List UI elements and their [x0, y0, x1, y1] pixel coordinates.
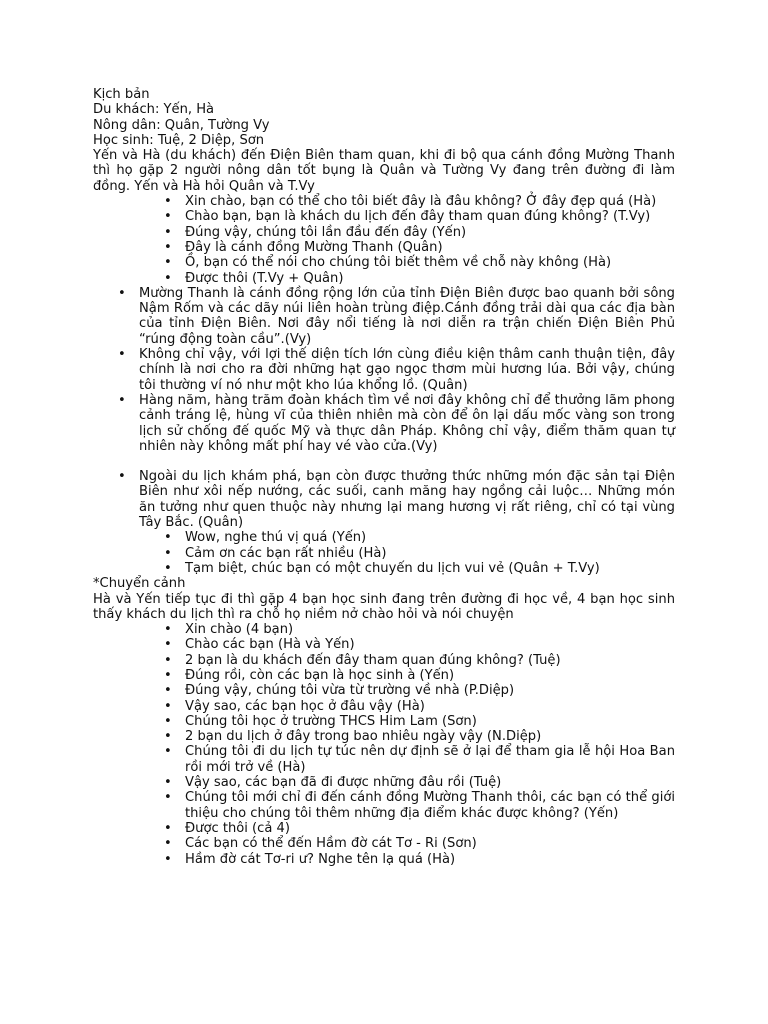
bullet-icon: • — [164, 239, 172, 255]
scene1-facts-list — [93, 286, 675, 454]
bullet-icon: • — [164, 729, 172, 745]
list-item: • Vậy sao, các bạn học ở đâu vậy (Hà) — [164, 698, 425, 714]
bullet-icon: • — [164, 209, 172, 225]
list-item: • Đây là cánh đồng Mường Thanh (Quân) — [164, 239, 443, 255]
intro-paragraph: Yến và Hà (du khách) đến Điện Biên tham quan, khi đi bộ qua cánh đồng Mường Thanh thì họ gặp 2 người nông dân tốt bụng là Quân và Tường Vy đang trên đường đi làm đồng. Yến và Hà hỏi Quân và T.Vy — [93, 148, 675, 194]
bullet-icon: • — [164, 270, 172, 286]
list-item: • Xin chào (4 bạn) — [164, 622, 294, 638]
bullet-icon: • — [164, 545, 172, 561]
cast-farmers: Nông dân: Quân, Tường Vy — [93, 117, 270, 133]
bullet-icon: • — [164, 698, 172, 714]
list-item: • Hầm đờ cát Tơ-ri ư? Nghe tên lạ quá (Hà) — [164, 851, 456, 867]
document-page — [93, 87, 675, 867]
list-item: • Chào bạn, bạn là khách du lịch đến đây tham quan đúng không? (T.Vy) — [164, 209, 651, 225]
bullet-icon: • — [164, 820, 172, 836]
list-item: • Chào các bạn (Hà và Yến) — [164, 637, 355, 653]
list-item: • Đúng vậy, chúng tôi vừa từ trường về nhà (P.Diệp) — [164, 683, 515, 699]
list-item: • 2 bạn du lịch ở đây trong bao nhiêu ngày vậy (N.Diệp) — [164, 729, 542, 745]
bullet-icon: • — [164, 194, 172, 210]
list-item: • 2 bạn là du khách đến đây tham quan đúng không? (Tuệ) — [164, 652, 561, 668]
list-item: • Đúng vậy, chúng tôi lần đầu đến đây (Yến) — [164, 224, 467, 240]
list-item: • Chúng tôi học ở trường THCS Him Lam (Sơn) — [164, 713, 477, 729]
list-item: • Được thôi (cả 4) — [164, 820, 290, 836]
bullet-icon: • — [164, 560, 172, 576]
transition-label: *Chuyển cảnh — [93, 576, 186, 592]
bullet-icon: • — [164, 637, 172, 653]
scene1-closing-list — [93, 530, 675, 576]
transition-paragraph: Hà và Yến tiếp tục đi thì gặp 4 bạn học sinh đang trên đường đi học về, 4 bạn học sinh thấy khách du lịch thì ra chỗ họ niềm nở chào hỏi và nói chuyện — [93, 591, 675, 622]
list-item: • Chúng tôi đi du lịch tự túc nên dự định sẽ ở lại để tham gia lễ hội Hoa Ban rồi mới trở về (Hà) — [164, 744, 675, 775]
list-item: • Được thôi (T.Vy + Quân) — [164, 270, 344, 286]
bullet-icon: • — [164, 836, 172, 852]
list-item: • Ngoài du lịch khám phá, bạn còn được thưởng thức những món đặc sản tại Điện Biên như xôi nếp nướng, các suối, canh măng hay ngồng cải luộc… Những món ăn tưởng như quen thuộc này nhưng lại mang hương vị rất riêng, chỉ có tại vùng Tây Bắc. (Quân) — [118, 469, 675, 531]
bullet-icon: • — [164, 790, 172, 806]
bullet-icon: • — [164, 530, 172, 546]
list-item: • Hàng năm, hàng trăm đoàn khách tìm về nơi đây không chỉ để thưởng lãm phong cảnh tráng lệ, hùng vĩ của thiên nhiên mà còn để ôn lại dấu mốc vàng son trong lịch sử chống đế quốc Mỹ và thực dân Pháp. Không chỉ vậy, điểm thăm quan tự nhiên này không mất phí hay vé vào cửa.(Vy) — [118, 392, 675, 454]
list-item: • Xin chào, bạn có thể cho tôi biết đây là đâu không? Ở đây đẹp quá (Hà) — [164, 194, 657, 210]
bullet-icon: • — [118, 469, 126, 485]
bullet-icon: • — [164, 622, 172, 638]
scene2-dialogue-list — [93, 622, 675, 867]
bullet-icon: • — [164, 255, 172, 271]
scene1-dialogue-list — [93, 194, 675, 286]
bullet-icon: • — [164, 744, 172, 760]
cast-students: Học sinh: Tuệ, 2 Diệp, Sơn — [93, 132, 265, 148]
list-item: • Ồ, bạn có thể nói cho chúng tôi biết thêm về chỗ này không (Hà) — [164, 255, 612, 271]
bullet-icon: • — [164, 775, 172, 791]
list-item: • Wow, nghe thú vị quá (Yến) — [164, 530, 367, 546]
bullet-icon: • — [118, 392, 126, 408]
list-item: • Cảm ơn các bạn rất nhiều (Hà) — [164, 545, 387, 561]
bullet-icon: • — [164, 713, 172, 729]
cast-tourists: Du khách: Yến, Hà — [93, 102, 215, 118]
bullet-icon: • — [164, 224, 172, 240]
bullet-icon: • — [164, 667, 172, 683]
bullet-icon: • — [164, 683, 172, 699]
scene1-food-list — [93, 469, 675, 530]
bullet-icon: • — [164, 851, 172, 867]
document-title: Kịch bản — [93, 87, 150, 102]
bullet-icon: • — [118, 285, 126, 301]
list-item: • Vậy sao, các bạn đã đi được những đâu rồi (Tuệ) — [164, 775, 502, 791]
list-item: • Các bạn có thể đến Hầm đờ cát Tơ - Ri (Sơn) — [164, 836, 477, 852]
list-item: • Không chỉ vậy, với lợi thế diện tích lớn cùng điều kiện thâm canh thuận tiện, đây chính là nơi cho ra đời những hạt gạo ngọc thơm mùi hương lúa. Bởi vậy, chúng tôi thường ví nó như một kho lúa khổng lồ. (Quân) — [118, 347, 675, 393]
bullet-icon: • — [118, 347, 126, 363]
bullet-icon: • — [164, 652, 172, 668]
list-item: • Tạm biệt, chúc bạn có một chuyến du lịch vui vẻ (Quân + T.Vy) — [164, 560, 600, 576]
list-item: • Chúng tôi mới chỉ đi đến cánh đồng Mường Thanh thôi, các bạn có thể giới thiệu cho chúng tôi thêm những địa điểm khác được không? (Yến) — [164, 790, 675, 821]
list-item: • Mường Thanh là cánh đồng rộng lớn của tỉnh Điện Biên được bao quanh bởi sông Nậm Rốm và các dãy núi liên hoàn trùng điệp.Cánh đồng trải dài qua các địa bàn của tỉnh Điện Biên. Nơi đây nổi tiếng là nơi diễn ra trận chiến Điện Biên Phủ “rúng động toàn cầu”.(Vy) — [118, 285, 675, 347]
blank-line — [93, 454, 675, 469]
list-item: • Đúng rồi, còn các bạn là học sinh à (Yến) — [164, 667, 455, 683]
